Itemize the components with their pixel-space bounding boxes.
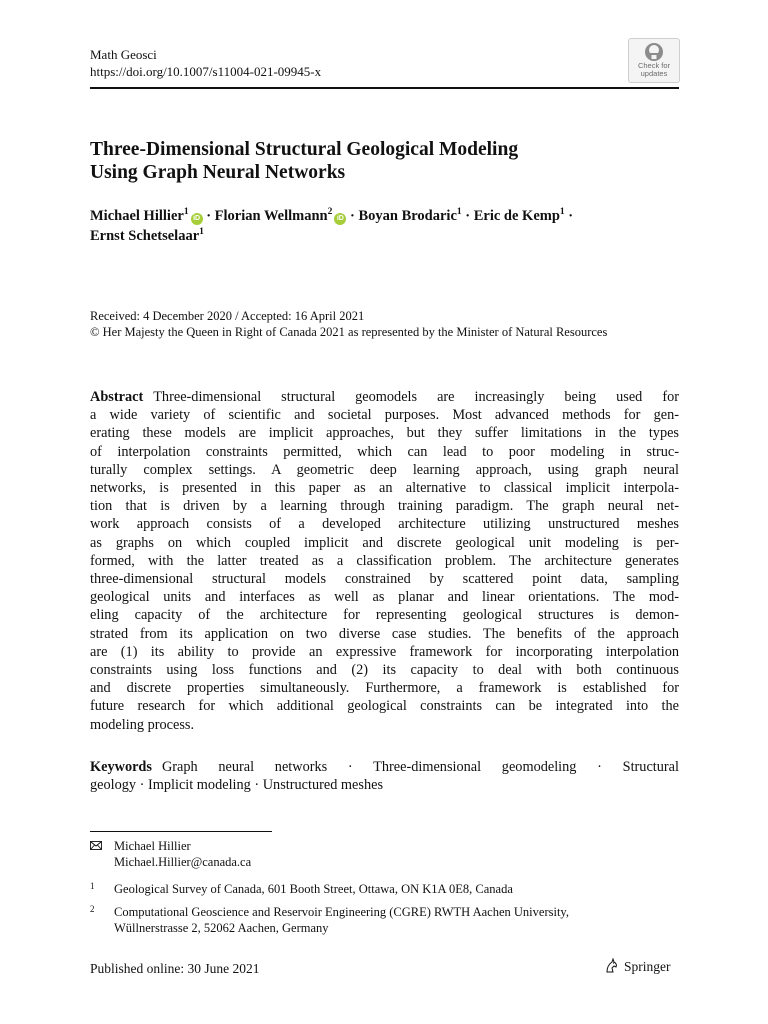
abstract-line: future research for which additional geological constraints can be integrated into the <box>90 698 679 715</box>
author-affiliation-sup: 1 <box>456 207 462 217</box>
author-name[interactable]: Ernst Schetselaar <box>90 228 200 244</box>
abstract <box>90 388 679 734</box>
abstract-line: a wide variety of scientific and societal purposes. Most advanced methods for gen- <box>90 407 679 424</box>
orcid-icon[interactable]: iD <box>191 213 203 225</box>
keywords <box>90 758 679 794</box>
header-rule <box>90 87 679 89</box>
abstract-line: and discrete properties simultaneously. Furthermore, a framework is established for <box>90 680 679 697</box>
author-affiliation-sup: 1 <box>183 207 189 217</box>
abstract-line: formed, with the latter treated as a classification problem. The architecture generates <box>90 552 679 569</box>
author-separator: · <box>564 208 574 224</box>
abstract-text: Three-dimensional structural geomodels are increasingly being used for <box>153 389 679 405</box>
title-line: Three-Dimensional Structural Geological Modeling <box>90 139 519 160</box>
abstract-line: three-dimensional structural models constrained by scattered point data, sampling <box>90 571 679 588</box>
affiliation-text: Wüllnerstrasse 2, 52062 Aachen, Germany <box>114 921 329 935</box>
author-separator: · <box>346 208 359 224</box>
affiliation <box>90 881 650 897</box>
received-accepted-dates: Received: 4 December 2020 / Accepted: 16 April 2021 <box>90 309 365 323</box>
abstract-line <box>90 388 679 406</box>
publisher-logo[interactable] <box>604 958 671 975</box>
abstract-line: modeling process. <box>90 716 195 733</box>
correspondent-name: Michael Hillier <box>114 839 191 853</box>
orcid-icon[interactable]: iD <box>334 213 346 225</box>
publisher-name: Springer <box>624 959 671 974</box>
abstract-line: networks, is presented in this paper as an alternative to classical implicit interpola- <box>90 480 679 497</box>
abstract-line: geological units and interfaces as well as planar and linear orientations. The mod- <box>90 589 679 606</box>
author-affiliation-sup: 1 <box>559 207 565 217</box>
abstract-line: strated from its application on two diverse case studies. The benefits of the approach <box>90 625 679 642</box>
published-online: Published online: 30 June 2021 <box>90 961 260 976</box>
keywords-text: Graph neural networks · Three-dimensional geomodeling · Structural <box>161 759 679 775</box>
abstract-line: work approach consists of a developed architecture utilizing unstructured meshes <box>90 516 679 533</box>
author-name[interactable]: Boyan Brodaric <box>358 208 457 224</box>
journal-name: Math Geosci <box>90 47 157 62</box>
abstract-line: eling capacity of the architecture for representing geological structures is demon- <box>90 607 679 624</box>
author-affiliation-sup: 1 <box>199 227 204 237</box>
abstract-line: erating these models are implicit approaches, but they suffer limitations in the types <box>90 425 679 442</box>
journal-header <box>90 46 321 80</box>
abstract-line: constraints using loss functions and (2) its capacity to deal with both continuous <box>90 662 679 679</box>
check-for-updates-icon <box>644 42 664 62</box>
abstract-line: of interpolation constraints permitted, which can lead to poor modeling in struc- <box>90 443 679 460</box>
affiliation-text: Computational Geoscience and Reservoir Engineering (CGRE) RWTH Aachen University, <box>114 905 569 919</box>
correspondent-email[interactable]: Michael.Hillier@canada.ca <box>114 855 252 869</box>
abstract-line: as graphs on which coupled implicit and discrete geological unit modeling is per- <box>90 534 679 551</box>
abstract-line: tion that is driven by a learning through training paradigm. The graph neural net- <box>90 498 679 515</box>
footnote-rule <box>90 831 272 832</box>
title-line: Using Graph Neural Networks <box>90 162 346 183</box>
keywords-line: geology · Implicit modeling · Unstructured meshes <box>90 777 384 794</box>
copyright-notice: © Her Majesty the Queen in Right of Canada 2021 as represented by the Minister of Natural Resources <box>90 325 608 339</box>
springer-horse-icon <box>604 958 620 974</box>
badge-line-1: Check for <box>637 61 671 70</box>
author-separator: · <box>202 208 215 224</box>
author-name[interactable]: Michael Hillier <box>90 208 184 224</box>
author-separator: · <box>461 208 474 224</box>
correspondence <box>90 838 251 870</box>
keywords-label: Keywords <box>90 759 152 775</box>
abstract-label: Abstract <box>90 389 144 405</box>
doi-link[interactable]: https://doi.org/10.1007/s11004-021-09945-x <box>90 64 322 79</box>
affiliation-number: 2 <box>90 904 95 914</box>
author-name[interactable]: Eric de Kemp <box>473 208 560 224</box>
abstract-line: are (1) its ability to provide an expressive framework for incorporating interpolation <box>90 643 679 660</box>
affiliation-text: Geological Survey of Canada, 601 Booth Street, Ottawa, ON K1A 0E8, Canada <box>114 882 513 896</box>
author-list <box>90 206 690 246</box>
keywords-line <box>90 758 679 776</box>
affiliation <box>90 904 650 936</box>
author-name[interactable]: Florian Wellmann <box>214 208 328 224</box>
abstract-line: turally complex settings. A geometric deep learning approach, using graph neural <box>90 461 679 478</box>
article-history <box>90 308 690 340</box>
author-affiliation-sup: 2 <box>327 207 333 217</box>
paper-title <box>90 138 690 184</box>
check-for-updates-badge[interactable] <box>628 38 680 83</box>
envelope-icon <box>90 841 102 850</box>
affiliation-number: 1 <box>90 881 95 891</box>
badge-line-2: updates <box>640 69 668 78</box>
